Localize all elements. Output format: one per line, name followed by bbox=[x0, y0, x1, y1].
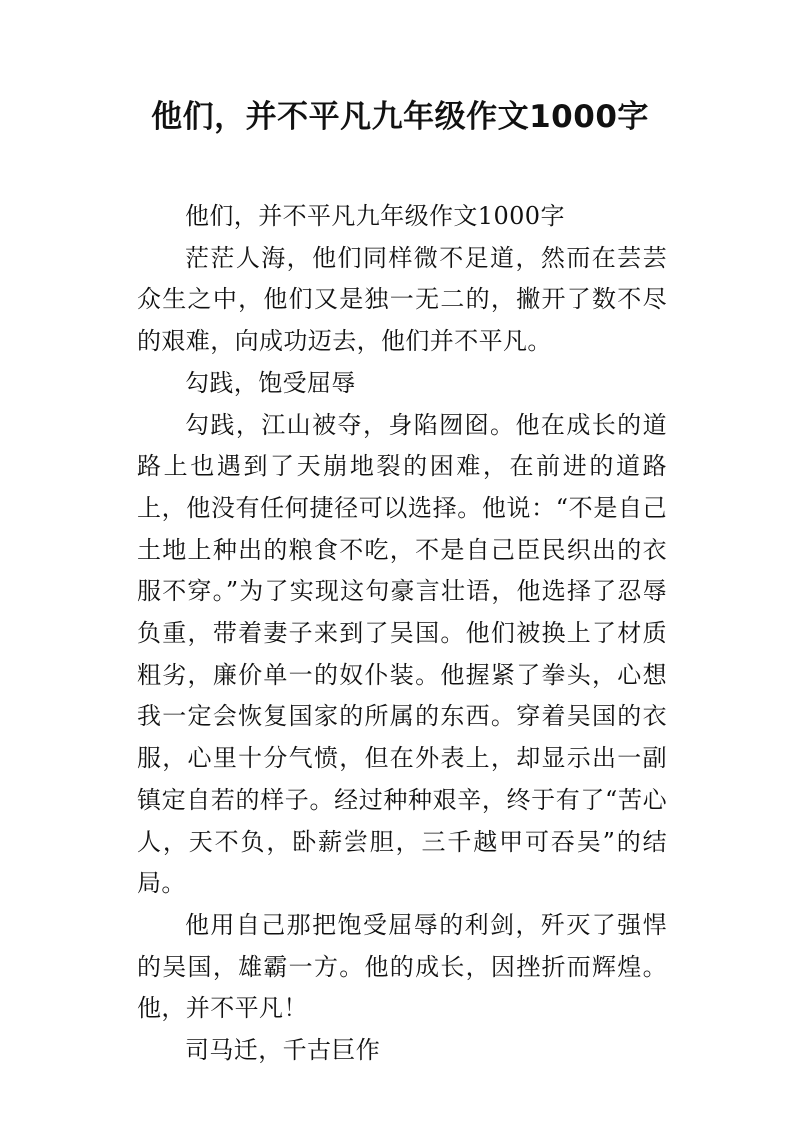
paragraph-goujian-conclusion: 他用自己那把饱受屈辱的利剑，歼灭了强悍的吴国，雄霸一方。他的成长，因挫折而辉煌。他，并不平凡！ bbox=[137, 910, 667, 1023]
paragraph-goujian-story: 勾践，江山被夺，身陷囫囵。他在成长的道路上也遇到了天崩地裂的困难，在前进的道路上，他没有任何捷径可以选择。他说：“不是自己土地上种出的粮食不吃，不是自己臣民织出的衣服不穿。”为了实现这句豪言壮语，他选择了忍辱负重，带着妻子来到了吴国。他们被换上了材质粗劣，廉价单一的奴仆装。他握紧了拳头，心想我一定会恢复国家的所属的东西。穿着吴国的衣服，心里十分气愤，但在外表上，却显示出一副镇定自若的样子。经过种种艰辛，终于有了“苦心人，天不负，卧薪尝胆，三千越甲可吞吴”的结局。 bbox=[137, 410, 667, 898]
section-heading-goujian: 勾践，饱受屈辱 bbox=[185, 368, 356, 397]
paragraph-intro: 茫茫人海，他们同样微不足道，然而在芸芸众生之中，他们又是独一无二的，撇开了数不尽的艰难，向成功迈去，他们并不平凡。 bbox=[137, 243, 667, 356]
paragraph-subtitle: 他们，并不平凡九年级作文1000字 bbox=[185, 202, 565, 230]
page-title: 他们，并不平凡九年级作文1000字 bbox=[151, 99, 649, 135]
section-heading-simaqian: 司马迁，千古巨作 bbox=[185, 1036, 381, 1065]
article-body bbox=[137, 196, 667, 1072]
